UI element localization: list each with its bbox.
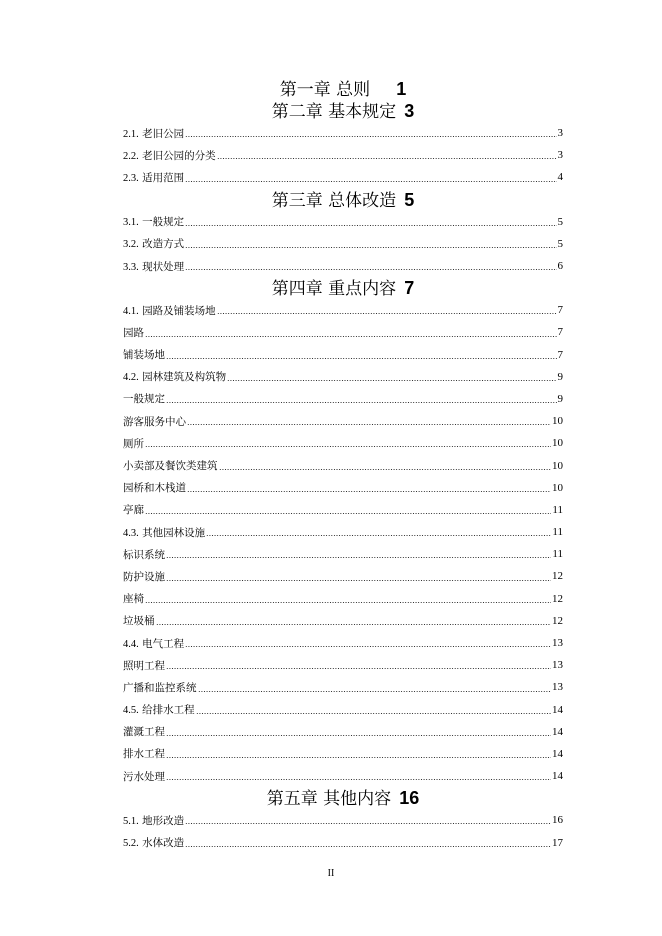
dot-leader [185, 823, 551, 824]
dot-leader [187, 424, 551, 425]
toc-entry-label [123, 569, 165, 584]
toc-chapter-heading[interactable] [123, 78, 563, 100]
toc-entry-label [123, 325, 144, 340]
section-number: 4.1. [123, 305, 139, 317]
toc-entry-label [123, 636, 184, 651]
entry-page-number: 5 [557, 215, 563, 228]
dot-leader [166, 735, 551, 736]
entry-page-number: 14 [552, 747, 563, 760]
entry-page-number: 9 [557, 370, 563, 383]
section-title: 排水工程 [123, 748, 165, 761]
toc-entry-label [123, 458, 218, 473]
toc-entry-label [123, 547, 165, 562]
toc-entry-label [123, 170, 184, 185]
chapter-title: 第三章 总体改造 [271, 190, 397, 211]
toc-entry[interactable] [123, 477, 563, 499]
dot-leader [198, 691, 552, 692]
section-title: 照明工程 [123, 659, 165, 672]
toc-chapter-heading[interactable] [123, 277, 563, 299]
entry-page-number: 7 [557, 326, 563, 339]
section-number: 3.1. [123, 217, 139, 229]
dot-leader [166, 779, 551, 780]
dot-leader [185, 646, 551, 647]
section-title: 改造方式 [142, 238, 185, 251]
section-title: 适用范围 [142, 171, 185, 184]
toc-entry[interactable] [123, 765, 563, 787]
entry-page-number: 9 [557, 392, 563, 405]
toc-entry-label [123, 303, 216, 318]
toc-entry-label [123, 480, 186, 495]
toc-entry[interactable] [123, 676, 563, 698]
toc-entry[interactable] [123, 699, 563, 721]
entry-page-number: 12 [552, 570, 563, 583]
section-title: 一般规定 [142, 216, 185, 229]
entry-page-number: 3 [557, 127, 563, 140]
section-number: 3.3. [123, 261, 139, 273]
section-number: 2.3. [123, 172, 139, 184]
dot-leader [185, 181, 556, 182]
entry-page-number: 5 [557, 237, 563, 250]
entry-page-number: 14 [552, 770, 563, 783]
dot-leader [217, 313, 557, 314]
dot-leader [156, 624, 552, 625]
toc-chapter-heading[interactable] [123, 787, 563, 809]
toc-entry[interactable] [123, 610, 563, 632]
section-title: 老旧公园的分类 [142, 149, 216, 162]
chapter-title: 第四章 重点内容 [271, 279, 397, 300]
section-title: 座椅 [123, 593, 144, 606]
toc-entry[interactable] [123, 809, 563, 831]
toc-entry[interactable] [123, 122, 563, 144]
toc-entry[interactable] [123, 499, 563, 521]
toc-entry-label [123, 746, 165, 761]
toc-entry-label [123, 613, 155, 628]
toc-entry[interactable] [123, 654, 563, 676]
toc-entry[interactable] [123, 255, 563, 277]
entry-page-number: 13 [552, 681, 563, 694]
section-title: 亭廊 [123, 504, 144, 517]
section-title: 其他园林设施 [142, 526, 206, 539]
toc-entry-label [123, 724, 165, 739]
dot-leader [145, 336, 557, 337]
dot-leader [185, 136, 556, 137]
section-title: 现状处理 [142, 260, 185, 273]
section-title: 园路及铺装场地 [142, 304, 216, 317]
toc-entry[interactable] [123, 432, 563, 454]
dot-leader [187, 491, 551, 492]
section-title: 一般规定 [123, 393, 165, 406]
toc-entry-label [123, 591, 144, 606]
toc-entry[interactable] [123, 166, 563, 188]
entry-page-number: 11 [552, 526, 563, 539]
toc-entry-label [123, 835, 184, 850]
entry-page-number: 10 [552, 415, 563, 428]
entry-page-number: 17 [552, 836, 563, 849]
dot-leader [145, 602, 551, 603]
dot-leader [185, 247, 556, 248]
section-number: 2.2. [123, 150, 139, 162]
section-title: 园林建筑及构筑物 [142, 371, 227, 384]
toc-entry[interactable] [123, 454, 563, 476]
page-number: II [327, 868, 335, 879]
section-title: 电气工程 [142, 637, 185, 650]
section-title: 广播和监控系统 [123, 681, 197, 694]
chapter-title: 第二章 基本规定 [271, 102, 397, 122]
section-number: 5.2. [123, 838, 139, 850]
section-number: 4.4. [123, 638, 139, 650]
chapter-page-number: 3 [404, 101, 415, 121]
entry-page-number: 7 [557, 348, 563, 361]
section-title: 厕所 [123, 437, 144, 450]
section-title: 园路 [123, 326, 144, 339]
toc-entry[interactable] [123, 233, 563, 255]
dot-leader [185, 846, 551, 847]
section-title: 污水处理 [123, 770, 165, 783]
toc-entry[interactable] [123, 410, 563, 432]
section-title: 小卖部及餐饮类建筑 [123, 460, 218, 473]
toc-entry[interactable] [123, 321, 563, 343]
toc-entry[interactable] [123, 543, 563, 565]
toc-entry-label [123, 813, 184, 828]
entry-page-number: 10 [552, 481, 563, 494]
entry-page-number: 11 [552, 503, 563, 516]
toc-entry-label [123, 680, 197, 695]
chapter-page-number: 7 [404, 278, 415, 299]
dot-leader [166, 580, 551, 581]
entry-page-number: 16 [552, 814, 563, 827]
section-title: 园桥和木栈道 [123, 482, 186, 495]
section-title: 地形改造 [142, 814, 185, 827]
section-title: 灌溉工程 [123, 726, 165, 739]
table-of-contents [123, 78, 563, 854]
section-number: 2.1. [123, 128, 139, 140]
toc-entry-label [123, 436, 144, 451]
entry-page-number: 13 [552, 659, 563, 672]
section-title: 防护设施 [123, 570, 165, 583]
chapter-page-number: 16 [399, 788, 420, 809]
toc-entry-label [123, 126, 184, 141]
entry-page-number: 12 [552, 614, 563, 627]
section-number: 3.2. [123, 239, 139, 251]
dot-leader [166, 358, 557, 359]
toc-entry[interactable] [123, 344, 563, 366]
toc-entry[interactable] [123, 565, 563, 587]
dot-leader [219, 469, 552, 470]
toc-entry-label [123, 502, 144, 517]
entry-page-number: 10 [552, 437, 563, 450]
dot-leader [217, 158, 557, 159]
toc-chapter-heading[interactable] [123, 189, 563, 211]
toc-entry[interactable] [123, 144, 563, 166]
entry-page-number: 11 [552, 548, 563, 561]
section-number: 4.2. [123, 372, 139, 384]
toc-entry-label [123, 259, 184, 274]
toc-entry-label [123, 702, 195, 717]
toc-entry[interactable] [123, 721, 563, 743]
dot-leader [166, 557, 551, 558]
chapter-title: 第五章 其他内容 [266, 789, 392, 810]
dot-leader [166, 757, 551, 758]
section-title: 标识系统 [123, 548, 165, 561]
dot-leader [196, 713, 551, 714]
dot-leader [185, 269, 556, 270]
entry-page-number: 4 [557, 171, 563, 184]
section-title: 给排水工程 [142, 704, 195, 717]
entry-page-number: 3 [557, 149, 563, 162]
toc-entry-label [123, 391, 165, 406]
toc-entry[interactable] [123, 632, 563, 654]
toc-chapter-heading[interactable] [123, 100, 563, 122]
entry-page-number: 6 [557, 260, 563, 273]
entry-page-number: 13 [552, 637, 563, 650]
toc-entry[interactable] [123, 743, 563, 765]
entry-page-number: 14 [552, 703, 563, 716]
section-title: 水体改造 [142, 837, 185, 850]
chapter-title: 第一章 总则 [279, 80, 371, 100]
toc-entry-label [123, 525, 205, 540]
toc-entry[interactable] [123, 388, 563, 410]
entry-page-number: 12 [552, 592, 563, 605]
toc-entry-label [123, 236, 184, 251]
chapter-page-number: 5 [404, 189, 415, 210]
entry-page-number: 10 [552, 459, 563, 472]
chapter-page-number: 1 [396, 79, 407, 99]
section-title: 铺装场地 [123, 349, 165, 362]
toc-entry[interactable] [123, 588, 563, 610]
entry-page-number: 7 [557, 304, 563, 317]
toc-entry-label [123, 347, 165, 362]
section-title: 垃圾桶 [123, 615, 155, 628]
dot-leader [227, 380, 556, 381]
dot-leader [166, 402, 557, 403]
entry-page-number: 14 [552, 725, 563, 738]
toc-entry-label [123, 369, 226, 384]
section-number: 5.1. [123, 815, 139, 827]
toc-entry-label [123, 658, 165, 673]
toc-entry-label [123, 148, 216, 163]
toc-entry[interactable] [123, 366, 563, 388]
section-number: 4.3. [123, 527, 139, 539]
section-number: 4.5. [123, 705, 139, 717]
toc-entry[interactable] [123, 521, 563, 543]
section-title: 游客服务中心 [123, 415, 186, 428]
dot-leader [185, 225, 556, 226]
dot-leader [145, 513, 551, 514]
dot-leader [166, 668, 551, 669]
toc-entry[interactable] [123, 831, 563, 853]
toc-entry-label [123, 214, 184, 229]
section-title: 老旧公园 [142, 127, 185, 140]
toc-entry[interactable] [123, 211, 563, 233]
dot-leader [145, 446, 551, 447]
toc-entry-label [123, 769, 165, 784]
dot-leader [206, 535, 551, 536]
toc-entry[interactable] [123, 299, 563, 321]
toc-entry-label [123, 414, 186, 429]
